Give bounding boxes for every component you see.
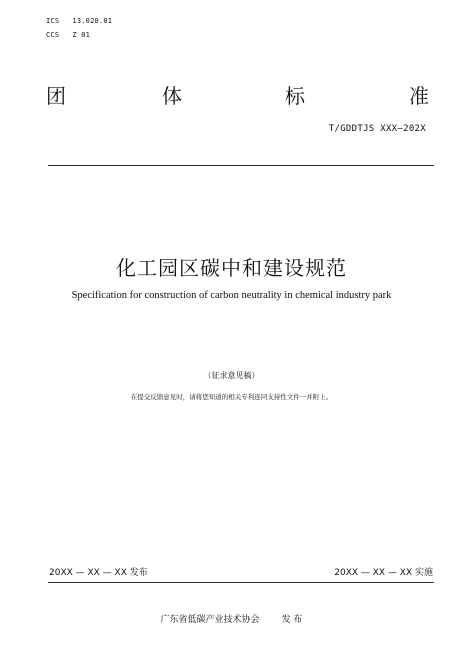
- publisher-action: 发 布: [281, 615, 303, 625]
- implementation-date: 20XX — XX — XX 实施: [334, 568, 433, 578]
- standard-type-char-3: 标: [285, 84, 305, 108]
- draft-label: （征求意见稿）: [203, 371, 260, 380]
- standard-type-char-2: 体: [162, 84, 182, 108]
- publisher-line: [0, 612, 463, 625]
- release-date: 20XX — XX — XX 发布: [49, 568, 148, 578]
- standard-type-char-1: 团: [46, 84, 66, 108]
- bottom-divider: [48, 582, 434, 583]
- document-title-english: Specification for construction of carbon neutrality in chemical industry park: [71, 290, 392, 301]
- document-title: 化工园区碳中和建设规范: [116, 256, 347, 280]
- standard-type-char-4: 准: [409, 84, 429, 108]
- ics-label: ICS: [46, 17, 60, 25]
- ccs-code: [46, 31, 90, 39]
- ics-value: 13.020.01: [72, 17, 113, 25]
- document-number: T/GDDTJS XXX—202X: [328, 124, 426, 134]
- top-divider: [48, 165, 434, 166]
- draft-note: 在提交反馈意见时，请将您知道的相关专利连同支持性文件一并附上。: [130, 393, 333, 401]
- publisher-org: 广东省低碳产业技术协会: [160, 615, 260, 625]
- ics-code: [46, 17, 112, 25]
- ccs-value: Z 01: [72, 31, 91, 39]
- ccs-label: CCS: [46, 31, 60, 39]
